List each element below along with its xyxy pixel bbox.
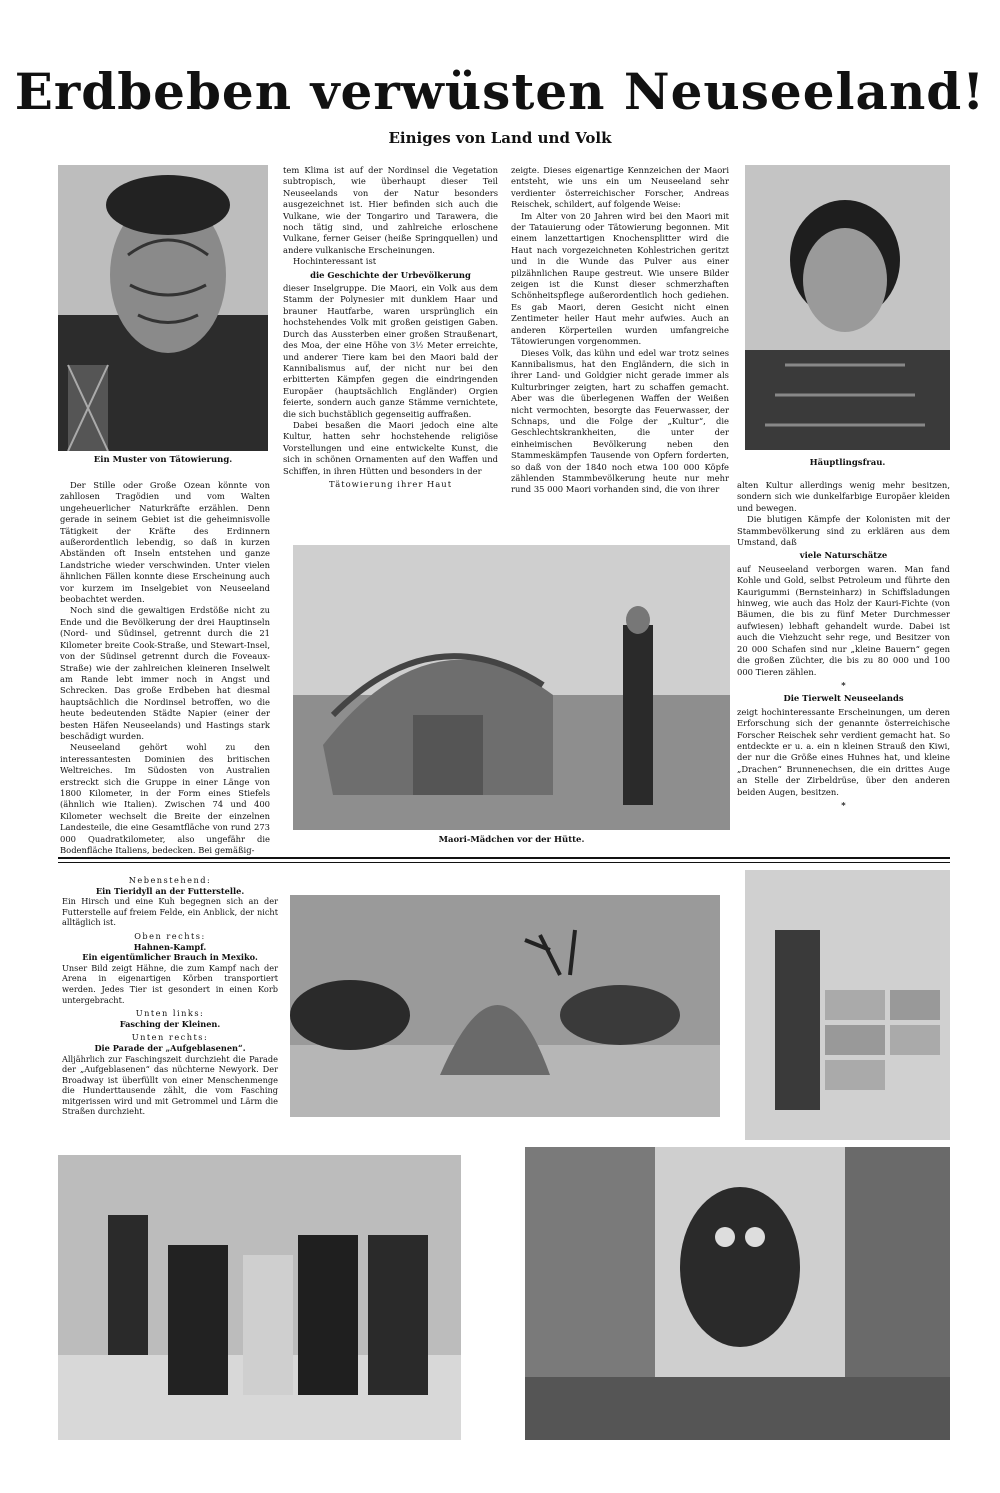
tattoo-caption: Ein Muster von Tätowierung. — [93, 455, 233, 465]
chief-wife-photo — [745, 165, 950, 450]
caption-text: Ein Hirsch und eine Kuh begegnen sich an der Futterstelle auf freiem Felde, ein Anblick, der nicht alltäglich ist. — [62, 896, 278, 928]
paragraph: Noch sind die gewaltigen Erdstöße nicht zu Ende und die Bevölkerung der drei Hauptinseln (Nord- und Südinsel, getrennt durch die 21 Kilometer breite Cook-Straße, und Stewart-Insel, von der Südinsel getrennt durch die Foveaux-Straße) wie der zahlreichen kleineren Inselwelt am Rande lebt immer noch in Angst und Schrecken. Das große Erdbeben hat diesmal hauptsächlich die Nordinsel betroffen, wo die heute bedeutenden Städte Napier (einer der besten Häfen Neuseelands) und Hastings stark beschädigt wurden. — [60, 605, 270, 741]
section-heading: Die Tierwelt Neuseelands — [783, 693, 904, 704]
caption-position-label: Nebenstehend: — [128, 875, 212, 885]
tattoo-photo — [58, 165, 268, 451]
chief-wife-caption: Häuptlingsfrau. — [809, 458, 886, 468]
maori-hut-caption: Maori-Mädchen vor der Hütte. — [438, 835, 585, 845]
paragraph: tem Klima ist auf der Nordinsel die Vegetation subtropisch, wie überhaupt dieser Teil Neuseelands von der Natur besonders ausgezeichnet ist. Hier befinden sich auch die Vulkane, wie der Tongariro und Tarawera, die noch tätig sind, und zahlreiche erloschene Vulkane, ferner Geiser (heiße Springquellen) und andere vulkanische Erscheinungen. — [283, 165, 498, 255]
caption-title: Hahnen-Kampf. — [133, 941, 207, 952]
section-divider — [58, 862, 950, 863]
paragraph: Die blutigen Kämpfe der Kolonisten mit der Stammbevölkerung sind zu erklären aus dem Umstand, daß — [737, 514, 950, 548]
paragraph: Hochinteressant ist — [293, 256, 377, 267]
section-heading: viele Naturschätze — [799, 550, 888, 561]
maori-hut-photo — [293, 545, 730, 830]
caption-position-label: Oben rechts: — [134, 930, 206, 941]
paragraph: auf Neuseeland verborgen waren. Man fand Kohle und Gold, selbst Petroleum und führte den Kaurigummi (Bernsteinharz) in Schiffsladungen hinweg, wie auch das Holz der Kauri-Fichte (von Bäumen, die bis zu fünf Meter Durchmesser aufwiesen) lebhaft gehandelt wurde. Dabei ist auch die Viehzucht sehr rege, und Besitzer von 20 000 Schafen sind nur „kleine Bauern“ gegen die großen Züchter, die bis zu 80 000 und 100 000 Tieren zählen. — [737, 563, 950, 677]
paragraph: Dieses Volk, das kühn und edel war trotz seines Kannibalismus, hat den Engländern, die sich in ihrer Land- und Goldgier nicht gerade immer als Kulturbringer zeigten, hart zu schaffen gemacht. Aber was die überlegenen Waffen der Weißen nicht vermochten, besorgte das Feuerwasser, der Schnaps, und die Folge der „Kultur“, die Geschlechtskrankheiten, die unter der einheimischen Bevölkerung neben den Stammeskämpfen Tausende von Opfern forderten, so daß von der 1840 noch etwa 100 000 Köpfe zählenden Stammbevölkerung heute nur mehr rund 35 000 Maori vorhanden sind, die von ihrer — [511, 347, 729, 495]
section-heading: die Geschichte der Urbevölkerung — [310, 269, 471, 280]
article-column-3 — [511, 165, 729, 496]
caption-position-label: Unten rechts: — [131, 1032, 209, 1043]
article-column-1 — [60, 480, 270, 856]
children-carnival-photo — [58, 1155, 461, 1440]
caption-title: Ein eigentümlicher Brauch in Mexiko. — [82, 952, 258, 963]
caption-position-label: Unten links: — [135, 1008, 205, 1019]
paragraph: dieser Inselgruppe. Die Maori, ein Volk aus dem Stamm der Polynesier mit dunklem Haar und brauner Hautfarbe, waren ursprünglich ein hochstehendes Volk mit großen geistigen Gaben. Durch das Aussterben einer großen Straußenart, des Moa, der eine Höhe von 3½ Meter erreichte, und anderer Tiere kam bei den Maori bald der Kannibalismus auf, der nicht nur bei den erbitterten Kämpfen gegen die eindringenden Europäer (hauptsächlich Engländer) Orgien feierte, sondern auch ganze Stämme vernichtete, die sich buchstäblich gegenseitig auffraßen. — [283, 283, 498, 419]
photo-captions-sidebar — [62, 872, 278, 1117]
rooster-baskets-photo — [745, 870, 950, 1140]
paragraph: zeigt hochinteressante Erscheinungen, um deren Erforschung sich der genannte österreichische Forscher Reischek sehr verdient gemacht hat. So entdeckte er u. a. ein n kleinen Strauß den Kiwi, der nur die Größe eines Huhnes hat, und kleine „Drachen“ Brunnenechsen, die ein drittes Auge an Stelle der Zirbeldrüse, über den anderen beiden Augen, besitzen. — [737, 706, 950, 797]
article-column-4 — [737, 480, 950, 813]
caption-text: Unser Bild zeigt Hähne, die zum Kampf nach der Arena in eigenartigen Körben transportiert werden. Jedes Tier ist gesondert in einen Korb untergebracht. — [62, 962, 278, 1005]
parade-photo — [525, 1147, 950, 1440]
paragraph: Dabei besaßen die Maori jedoch eine alte Kultur, hatten sehr hochstehende religiöse Vorstellungen und eine entwickelte Kunst, die sich in schönen Ornamenten auf den Waffen und Schiffen, in ihren Hütten und besonders in der — [283, 419, 498, 476]
caption-title: Fasching der Kleinen. — [119, 1018, 221, 1029]
caption-title: Die Parade der „Aufgeblasenen“. — [94, 1042, 246, 1053]
caption-text: Alljährlich zur Faschingszeit durchzieht die Parade der „Aufgeblasenen“ das nüchterne Newyork. Der Broadway ist überfüllt von einer Menschenmenge die Hunderttausende zählt, die vom Fasching mitgerissen wird und mit Getrommel und Lärm die Straßen durchzieht. — [62, 1053, 278, 1117]
section-heading: Tätowierung ihrer Haut — [328, 478, 453, 489]
deer-cow-photo — [290, 895, 720, 1117]
paragraph: Neuseeland gehört wohl zu den interessantesten Dominien des britischen Weltreiches. Im Südosten von Australien erstreckt sich die Gruppe in einer Länge von 1800 Kilometer, in der Form eines Stiefels (ähnlich wie Italien). Zwischen 74 und 400 Kilometer wechselt die Breite der einzelnen Landesteile, die eine Gesamtfläche von rund 273 000 Quadratkilometer, also ungefähr die Bodenfläche Italiens, bedecken. Bei gemäßig- — [60, 742, 270, 855]
star-separator: * — [841, 799, 846, 810]
paragraph: zeigte. Dieses eigenartige Kennzeichen der Maori entsteht, wie uns ein um Neuseeland sehr verdienter österreichischer Forscher, Andreas Reischek, schildert, auf folgende Weise: — [511, 165, 729, 210]
paragraph: Im Alter von 20 Jahren wird bei den Maori mit der Tatauierung oder Tätowierung begonnen. Mit einem lanzettartigen Knochensplitter wird die Haut nach vorgezeichneten Kohlestrichen geritzt und in die Wunde das Pulver aus einer pilzähnlichen Raupe gestreut. Wie unsere Bilder zeigen ist die Kunst dieser schmerzhaften Schönheitspflege außerordentlich hoch gediehen. Es gab Maori, deren Gesicht nicht einen Zentimeter heiler Haut mehr aufwies. Auch an anderen Körperteilen wurden umfangreiche Tätowierungen vorgenommen. — [511, 210, 729, 347]
caption-title: Ein Tieridyll an der Futterstelle. — [95, 885, 245, 896]
paragraph: alten Kultur allerdings wenig mehr besitzen, sondern sich wie dunkelfarbige Europäer kleiden und bewegen. — [737, 480, 950, 513]
subheadline: Einiges von Land und Volk — [388, 129, 612, 147]
star-separator: * — [841, 679, 846, 690]
section-divider — [58, 857, 950, 859]
headline: Erdbeben verwüsten Neuseeland! — [14, 62, 986, 121]
article-column-2 — [283, 165, 498, 492]
paragraph: Der Stille oder Große Ozean könnte von zahllosen Tragödien und vom Walten ungeheuerlicher Naturkräfte erzählen. Denn gerade in seinem Gebiet ist die geheimnisvolle Tätigkeit der Kräfte des Erdinnern außerordentlich lebendig, so daß in kurzen Abständen oft Inseln entstehen und ganze Landstriche wieder verschwinden. Unter vielen ähnlichen Fällen konnte diese Erscheinung auch vor kurzem im Inselgebiet von Neuseeland beobachtet werden. — [60, 480, 270, 605]
